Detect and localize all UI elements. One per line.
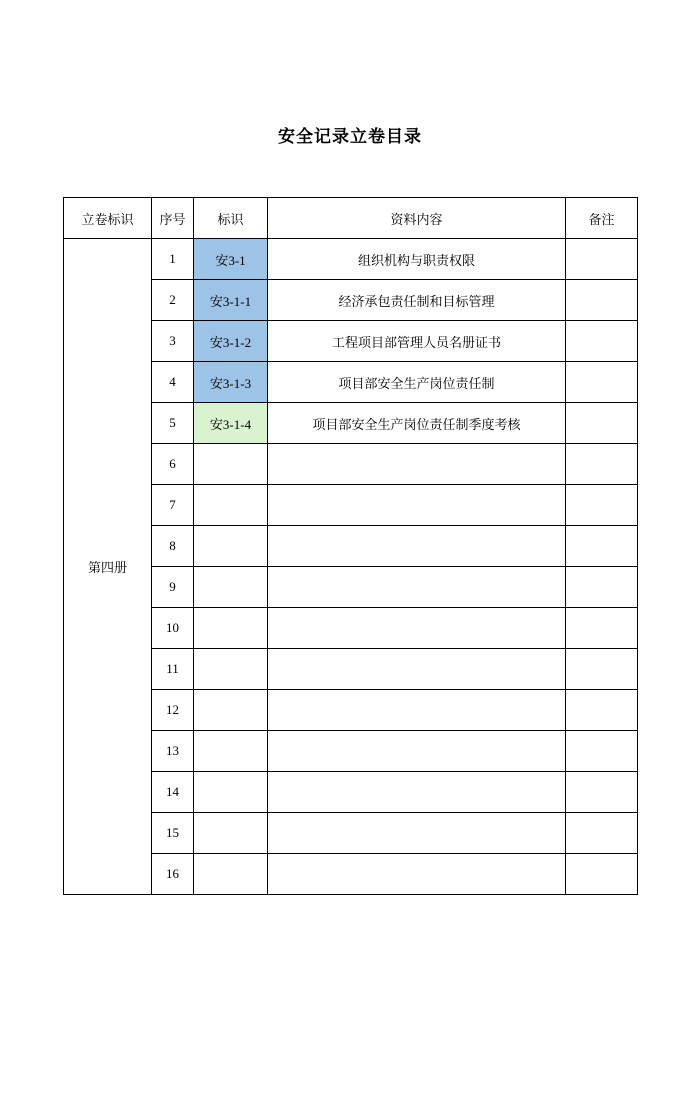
row-seq-cell: 12 bbox=[152, 690, 194, 731]
row-seq-cell: 10 bbox=[152, 608, 194, 649]
row-content-cell bbox=[268, 772, 566, 813]
row-code-cell: 安3-1-3 bbox=[194, 362, 268, 403]
row-content-cell bbox=[268, 731, 566, 772]
row-content-cell bbox=[268, 567, 566, 608]
row-note-cell bbox=[566, 772, 638, 813]
catalog-table-wrap bbox=[63, 197, 637, 895]
row-note-cell bbox=[566, 690, 638, 731]
row-content-cell: 工程项目部管理人员名册证书 bbox=[268, 321, 566, 362]
header-note: 备注 bbox=[566, 198, 638, 239]
table-row bbox=[64, 239, 638, 280]
row-seq-cell: 14 bbox=[152, 772, 194, 813]
row-content-cell bbox=[268, 485, 566, 526]
row-code-cell bbox=[194, 485, 268, 526]
row-note-cell bbox=[566, 854, 638, 895]
header-content: 资料内容 bbox=[268, 198, 566, 239]
row-seq-cell: 7 bbox=[152, 485, 194, 526]
row-code-cell bbox=[194, 526, 268, 567]
page-title: 安全记录立卷目录 bbox=[278, 127, 422, 146]
row-note-cell bbox=[566, 731, 638, 772]
row-content-cell: 项目部安全生产岗位责任制季度考核 bbox=[268, 403, 566, 444]
row-note-cell bbox=[566, 813, 638, 854]
row-note-cell bbox=[566, 649, 638, 690]
row-code-cell bbox=[194, 731, 268, 772]
row-code-cell bbox=[194, 772, 268, 813]
row-content-cell: 项目部安全生产岗位责任制 bbox=[268, 362, 566, 403]
row-code-cell bbox=[194, 567, 268, 608]
row-content-cell: 组织机构与职责权限 bbox=[268, 239, 566, 280]
row-note-cell bbox=[566, 403, 638, 444]
row-code-cell: 安3-1-1 bbox=[194, 280, 268, 321]
row-note-cell bbox=[566, 444, 638, 485]
row-note-cell bbox=[566, 526, 638, 567]
row-note-cell bbox=[566, 608, 638, 649]
table-header-row bbox=[64, 198, 638, 239]
row-note-cell bbox=[566, 239, 638, 280]
row-note-cell bbox=[566, 280, 638, 321]
row-note-cell bbox=[566, 362, 638, 403]
row-code-cell bbox=[194, 854, 268, 895]
header-seq: 序号 bbox=[152, 198, 194, 239]
row-content-cell bbox=[268, 690, 566, 731]
row-seq-cell: 15 bbox=[152, 813, 194, 854]
row-content-cell bbox=[268, 444, 566, 485]
row-content-cell bbox=[268, 854, 566, 895]
row-note-cell bbox=[566, 485, 638, 526]
row-content-cell bbox=[268, 649, 566, 690]
row-code-cell bbox=[194, 813, 268, 854]
document-page bbox=[0, 122, 700, 1112]
row-seq-cell: 11 bbox=[152, 649, 194, 690]
row-seq-cell: 6 bbox=[152, 444, 194, 485]
row-seq-cell: 8 bbox=[152, 526, 194, 567]
row-code-cell: 安3-1-2 bbox=[194, 321, 268, 362]
header-code: 标识 bbox=[194, 198, 268, 239]
row-code-cell: 安3-1-4 bbox=[194, 403, 268, 444]
row-seq-cell: 1 bbox=[152, 239, 194, 280]
row-seq-cell: 9 bbox=[152, 567, 194, 608]
row-content-cell bbox=[268, 526, 566, 567]
row-seq-cell: 16 bbox=[152, 854, 194, 895]
row-code-cell: 安3-1 bbox=[194, 239, 268, 280]
header-volume: 立卷标识 bbox=[64, 198, 152, 239]
row-content-cell bbox=[268, 813, 566, 854]
row-seq-cell: 3 bbox=[152, 321, 194, 362]
table-body bbox=[64, 239, 638, 895]
row-seq-cell: 5 bbox=[152, 403, 194, 444]
row-code-cell bbox=[194, 690, 268, 731]
row-seq-cell: 2 bbox=[152, 280, 194, 321]
volume-label-cell: 第四册 bbox=[64, 239, 152, 895]
row-code-cell bbox=[194, 649, 268, 690]
row-seq-cell: 4 bbox=[152, 362, 194, 403]
row-code-cell bbox=[194, 608, 268, 649]
row-code-cell bbox=[194, 444, 268, 485]
catalog-table bbox=[63, 197, 638, 895]
row-note-cell bbox=[566, 321, 638, 362]
table-header bbox=[64, 198, 638, 239]
row-content-cell bbox=[268, 608, 566, 649]
row-seq-cell: 13 bbox=[152, 731, 194, 772]
row-content-cell: 经济承包责任制和目标管理 bbox=[268, 280, 566, 321]
row-note-cell bbox=[566, 567, 638, 608]
